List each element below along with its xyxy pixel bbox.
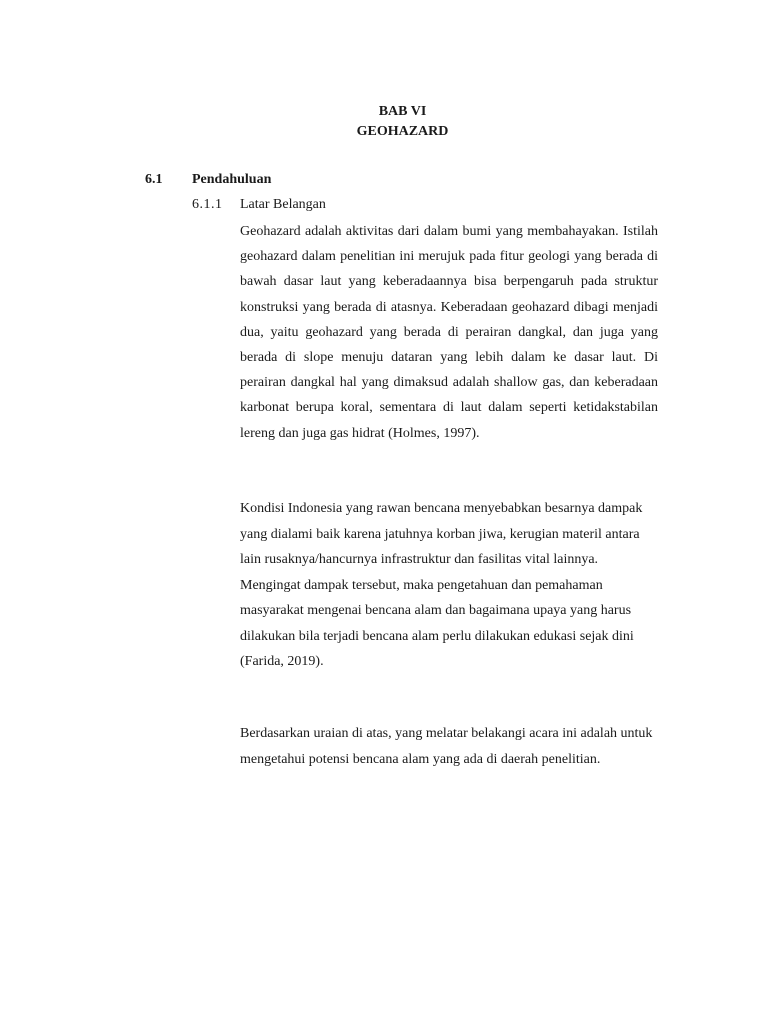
chapter-title: GEOHAZARD xyxy=(356,124,449,139)
subsection-title: Latar Belangan xyxy=(240,197,326,212)
chapter-number: BAB VI xyxy=(378,104,427,119)
paragraph-geohazard-definition: Geohazard adalah aktivitas dari dalam bumi yang membahayakan. Istilah geohazard dalam penelitian ini merujuk pada fitur geologi yang berada di bawah dasar laut yang keberadaannya bisa berpengaruh pada struktur konstruksi yang berada di atasnya. Keberadaan geohazard dibagi menjadi dua, yaitu geohazard yang berada di perairan dangkal, dan juga yang berada di slope menuju dataran yang lebih dalam ke dasar laut. Di perairan dangkal hal yang dimaksud adalah shallow gas, dan keberadaan karbonat berupa koral, sementara di laut dalam seperti ketidakstabilan lereng dan juga gas hidrat (Holmes, 1997). xyxy=(240,224,658,441)
subsection-number: 6.1.1 xyxy=(192,197,223,212)
paragraph-background-purpose: Berdasarkan uraian di atas, yang melatar belakangi acara ini adalah untuk mengetahui potensi bencana alam yang ada di daerah penelitian. xyxy=(240,726,653,767)
section-number: 6.1 xyxy=(145,172,163,187)
section-title: Pendahuluan xyxy=(192,172,272,187)
paragraph-indonesia-condition: Kondisi Indonesia yang rawan bencana menyebabkan besarnya dampak yang dialami baik karena jatuhnya korban jiwa, kerugian materil antara lain rusaknya/hancurnya infrastruktur dan fasilitas vital lainnya. Mengingat dampak tersebut, maka pengetahuan dan pemahaman masyarakat mengenai bencana alam dan bagaimana upaya yang harus dilakukan bila terjadi bencana alam perlu dilakukan edukasi sejak dini (Farida, 2019). xyxy=(240,501,643,669)
